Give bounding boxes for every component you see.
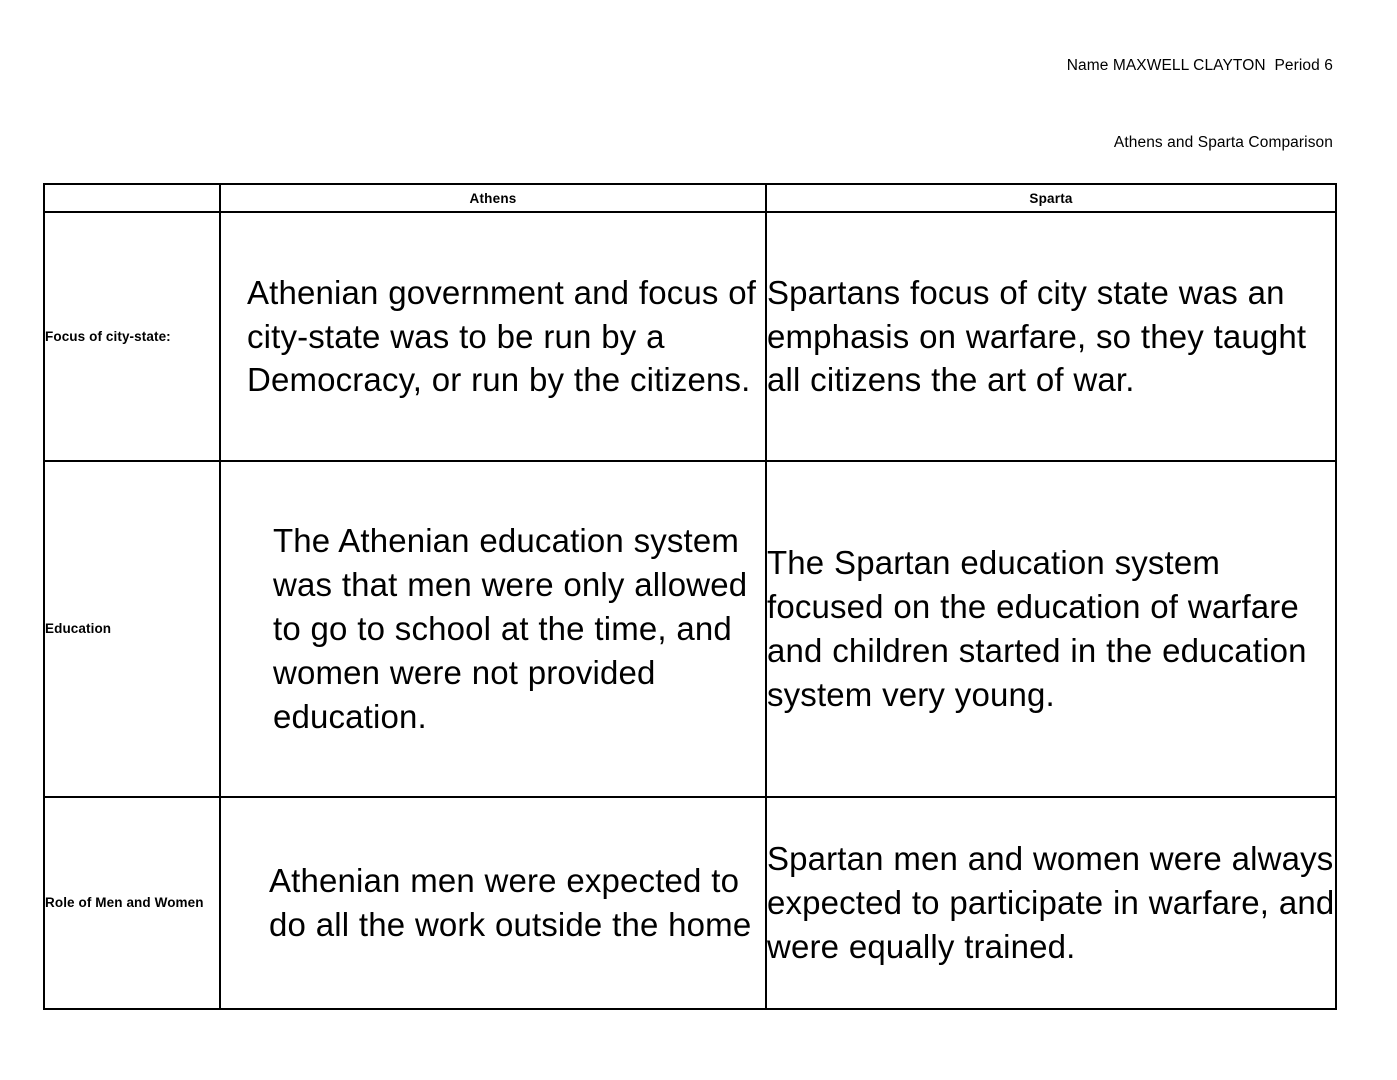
cell-athens-role-of-men-and-women: Athenian men were expected to do all the work outside the home (220, 797, 766, 1009)
document-header (43, 56, 1333, 153)
table-row (44, 461, 1336, 797)
header-spacer (43, 75, 1333, 133)
table-header-row (44, 184, 1336, 212)
row-label-role-of-men-and-women: Role of Men and Women (44, 797, 220, 1009)
comparison-table-container (43, 183, 1335, 1010)
table-row (44, 212, 1336, 461)
cell-sparta-education: The Spartan education system focused on the education of warfare and children started in the education system very young. (766, 461, 1336, 797)
column-header-sparta: Sparta (766, 184, 1336, 212)
student-name-period-line: Name MAXWELL CLAYTON Period 6 (1066, 57, 1333, 74)
cell-athens-education: The Athenian education system was that men were only allowed to go to school at the time, and women were not provided education. (220, 461, 766, 797)
cell-sparta-role-of-men-and-women: Spartan men and women were always expected to participate in warfare, and were equally trained. (766, 797, 1336, 1009)
column-header-blank (44, 184, 220, 212)
column-header-athens: Athens (220, 184, 766, 212)
athens-sparta-comparison-table (43, 183, 1337, 1010)
worksheet-title: Athens and Sparta Comparison (1113, 134, 1333, 152)
table-row (44, 797, 1336, 1009)
row-label-education: Education (44, 461, 220, 797)
cell-sparta-focus-of-city-state: Spartans focus of city state was an emphasis on warfare, so they taught all citizens the art of war. (766, 212, 1336, 461)
cell-athens-focus-of-city-state: Athenian government and focus of city-state was to be run by a Democracy, or run by the citizens. (220, 212, 766, 461)
row-label-focus-of-city-state: Focus of city-state: (44, 212, 220, 461)
